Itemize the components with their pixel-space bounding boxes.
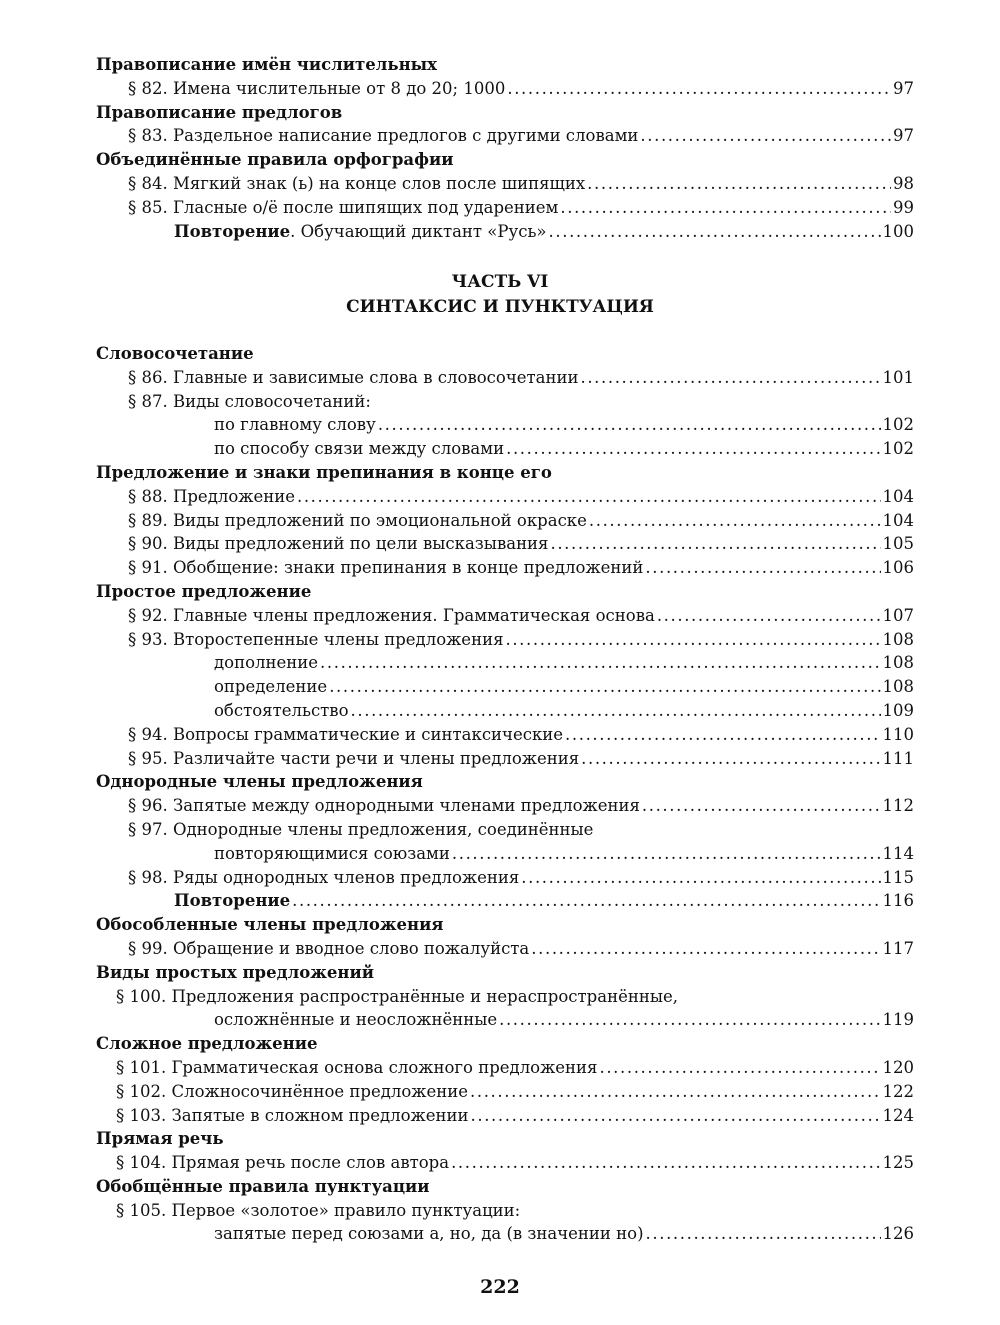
toc-entry [96,413,914,437]
toc-entry-title [214,675,327,699]
toc-entry [96,196,914,220]
toc-entry-title [128,937,529,961]
dot-leader [599,1056,880,1080]
toc-entry-title [214,651,318,675]
toc-page-number: 116 [882,891,914,911]
toc-entry-title [128,747,579,771]
toc-entry-label: . Обучающий диктант «Русь» [290,221,547,241]
toc-entry-label: § 88. Предложение [128,486,295,506]
toc-entry-label: § 94. Вопросы грамматические и синтаксические [128,724,564,744]
toc-entry-text: § 97. Однородные члены предложения, соединённые [128,819,594,839]
toc-entry-title [214,437,504,461]
toc-entry [96,794,914,818]
toc-entry-label: § 93. Второстепенные члены предложения [128,629,504,649]
toc-page-number: 100 [882,221,914,241]
section-heading: Правописание имён числительных [96,55,438,74]
toc-page-number: 119 [882,1010,914,1030]
dot-leader [351,699,881,723]
toc-entry-label: § 89. Виды предложений по эмоциональной окраске [128,510,587,530]
toc-entry [96,532,914,556]
toc-entry-title [128,509,587,533]
toc-bottom [96,342,914,1246]
toc-page-number: 102 [882,439,914,459]
toc-page-number: 108 [882,677,914,697]
toc-entry-label: по способу связи между словами [214,439,505,459]
toc-entry-label: § 82. Имена числительные от 8 до 20; 1000 [128,78,506,98]
toc-page-number: 126 [882,1224,914,1244]
toc-entry-title [128,532,548,556]
toc-entry-title [128,556,643,580]
toc-entry-title [128,485,295,509]
toc-entry [96,1008,914,1032]
toc-entry [96,604,914,628]
toc-page-number: 98 [893,173,914,193]
toc-entry-text: § 87. Виды словосочетаний: [128,391,371,411]
toc-page-number: 102 [882,415,914,435]
toc-page-number: 108 [882,653,914,673]
toc-entry-label: по главному слову [214,415,376,435]
toc-page-number: 124 [882,1105,914,1125]
toc-page-number: 106 [882,558,914,578]
toc-entry-bold-lead: Повторение [174,891,291,911]
toc-page-number: 107 [882,605,914,625]
section-heading: Предложение и знаки препинания в конце его [96,462,552,482]
toc-entry-label: повторяющимися союзами [214,843,450,863]
toc-entry-title [174,220,547,244]
toc-entry-title [128,628,503,652]
toc-page-number: 125 [882,1153,914,1173]
dot-leader [505,628,880,652]
dot-leader [560,196,891,220]
toc-entry [96,675,914,699]
toc-entry [96,651,914,675]
toc-entry-label: дополнение [214,653,319,673]
toc-page-number: 105 [882,534,914,554]
toc-entry [96,172,914,196]
toc-entry-title [214,1222,644,1246]
dot-leader [292,889,880,913]
toc-entry-label: обстоятельство [214,700,349,720]
toc-entry [96,1222,914,1246]
dot-leader [657,604,881,628]
toc-page-number: 114 [882,843,914,863]
dot-leader [587,172,891,196]
toc-entry-title [116,1151,449,1175]
section-heading: Сложное предложение [96,1034,318,1054]
toc-entry [96,1104,914,1128]
toc-entry-title [174,889,290,913]
toc-page-number: 104 [882,486,914,506]
dot-leader [646,1222,881,1246]
toc-entry-title [214,842,450,866]
toc-page-number: 97 [893,126,914,146]
toc-entry-title [128,723,563,747]
part-title: СИНТАКСИС И ПУНКТУАЦИЯ [346,297,654,317]
dot-leader [640,124,891,148]
toc-entry [96,628,914,652]
toc-entry-label: определение [214,677,328,697]
section-heading: Объединённые правила орфографии [96,150,454,170]
dot-leader [378,413,881,437]
toc-page-number: 117 [882,938,914,958]
dot-leader [507,77,891,101]
toc-entry-title [128,866,519,890]
dot-leader [471,1104,881,1128]
toc-page-number: 122 [882,1081,914,1101]
toc-entry-label: § 104. Прямая речь после слов автора [116,1153,450,1173]
toc-entry-label: § 84. Мягкий знак (ь) на конце слов после шипящих [128,173,586,193]
dot-leader [645,556,880,580]
toc-entry-label: § 103. Запятые в сложном предложении [116,1105,469,1125]
toc-entry-label: § 90. Виды предложений по цели высказывания [128,534,549,554]
section-heading: Однородные члены предложения [96,772,423,792]
toc-entry [96,699,914,723]
dot-leader [581,747,880,771]
toc-entry-title [128,196,558,220]
toc-entry [96,124,914,148]
toc-top [96,53,914,243]
toc-entry-title [128,172,585,196]
page-number: 222 [480,1276,520,1298]
toc-entry [96,556,914,580]
dot-leader [506,437,880,461]
toc-entry [96,723,914,747]
toc-entry [96,366,914,390]
toc-entry [96,437,914,461]
toc-entry [96,842,914,866]
toc-entry [96,1151,914,1175]
dot-leader [451,1151,880,1175]
toc-entry [96,509,914,533]
toc-entry [96,937,914,961]
toc-page-number: 104 [882,510,914,530]
toc-entry-label: § 85. Гласные о/ё после шипящих под ударением [128,197,559,217]
section-heading: Прямая речь [96,1129,224,1149]
toc-entry-title [214,699,349,723]
toc-entry [96,485,914,509]
dot-leader [452,842,881,866]
dot-leader [320,651,880,675]
toc-page-number: 101 [882,367,914,387]
toc-page-number: 115 [882,867,914,887]
toc-entry-title [116,1104,469,1128]
toc-page-number: 99 [893,197,914,217]
dot-leader [565,723,880,747]
toc-entry-title [128,366,578,390]
toc-entry-title [128,604,655,628]
dot-leader [549,220,881,244]
toc-entry-title [214,1008,497,1032]
toc-entry-text: § 100. Предложения распространённые и нераспространённые, [116,986,678,1006]
toc-page-number: 109 [882,700,914,720]
toc-entry-title [128,124,638,148]
toc-entry-label: § 99. Обращение и вводное слово пожалуйста [128,938,530,958]
toc-entry-label: § 91. Обобщение: знаки препинания в конце предложений [128,558,644,578]
toc-page-number: 112 [882,796,914,816]
dot-leader [550,532,880,556]
section-heading: Обобщённые правила пунктуации [96,1176,430,1196]
toc-entry-text: § 105. Первое «золотое» правило пунктуации: [116,1200,521,1220]
toc-entry-label: § 92. Главные члены предложения. Грамматическая основа [128,605,655,625]
section-heading: Виды простых предложений [96,962,374,982]
toc-entry-label: § 96. Запятые между однородными членами предложения [128,796,640,816]
toc-entry [96,747,914,771]
toc-page-number: 110 [882,724,914,744]
toc-entry [96,220,914,244]
toc-page-number: 120 [882,1057,914,1077]
toc-entry-title [128,77,505,101]
toc-entry [96,77,914,101]
toc-page-number: 108 [882,629,914,649]
toc-entry [96,866,914,890]
toc-entry-label: запятые перед союзами а, но, да (в значении но) [214,1224,644,1244]
section-heading: Правописание предлогов [96,102,343,122]
dot-leader [329,675,880,699]
toc-entry-label: § 102. Сложносочинённое предложение [116,1081,469,1101]
toc-entry-label: § 95. Различайте части речи и члены предложения [128,748,580,768]
dot-leader [297,485,881,509]
toc-entry-title [116,1056,597,1080]
dot-leader [642,794,881,818]
toc-entry [96,889,914,913]
toc-entry-title [128,794,640,818]
toc-page-number: 97 [893,78,914,98]
dot-leader [521,866,880,890]
dot-leader [531,937,880,961]
toc-entry-label: § 101. Грамматическая основа сложного предложения [116,1057,598,1077]
dot-leader [499,1008,880,1032]
section-heading: Обособленные члены предложения [96,915,444,935]
toc-entry-title [116,1080,468,1104]
section-heading: Словосочетание [96,344,254,363]
toc-page-number: 111 [882,748,914,768]
toc-entry [96,1080,914,1104]
part-number: ЧАСТЬ VI [451,272,549,292]
section-heading: Простое предложение [96,581,312,601]
toc-entry-label: § 98. Ряды однородных членов предложения [128,867,520,887]
toc-entry-title [214,413,376,437]
toc-entry [96,1056,914,1080]
toc-entry-bold-lead: Повторение [174,221,291,241]
toc-entry-label: § 83. Раздельное написание предлогов с другими словами [128,126,639,146]
toc-entry-label: § 86. Главные и зависимые слова в словосочетании [128,367,579,387]
toc-entry-label: осложнённые и неосложнённые [214,1010,498,1030]
dot-leader [580,366,880,390]
dot-leader [589,509,881,533]
dot-leader [470,1080,880,1104]
